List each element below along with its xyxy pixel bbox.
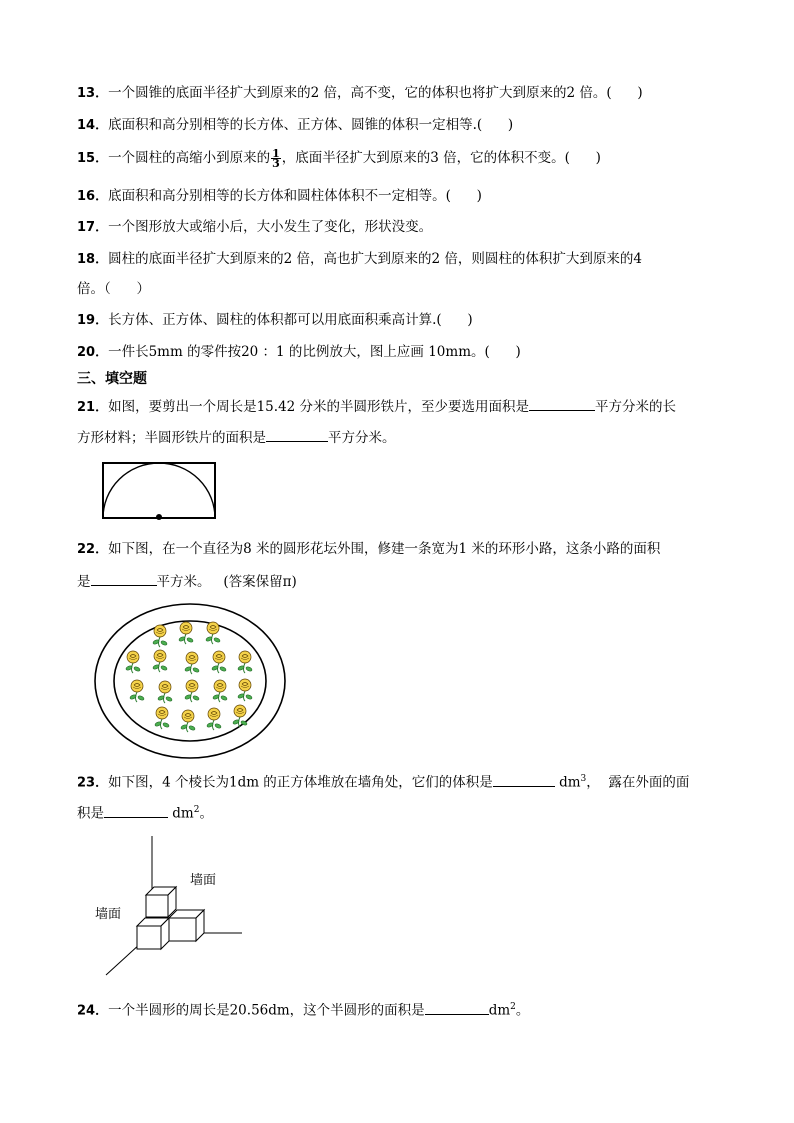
fraction-denominator: 3: [272, 157, 280, 170]
unit-exponent: 3: [580, 774, 587, 784]
semicircle-figure: [100, 461, 218, 521]
question-14: [77, 116, 513, 135]
answer-blank[interactable]: [425, 1000, 489, 1015]
question-text-b: 平方分米的长: [595, 399, 677, 415]
question-text-c: 。: [515, 1002, 530, 1019]
question-text: 长方体、正方体、圆柱的体积都可以用底面积乘高计算.( ): [108, 312, 473, 328]
flower-bed-figure: [93, 602, 287, 760]
answer-blank[interactable]: [91, 571, 157, 586]
section-heading: 三、填空题: [77, 371, 147, 387]
question-18-line2: [77, 280, 150, 298]
question-text-a: 积是: [77, 805, 104, 822]
question-number: 16．: [77, 189, 109, 204]
question-text: 底面积和高分别相等的长方体、正方体、圆锥的体积一定相等.( ): [108, 117, 514, 133]
answer-blank[interactable]: [104, 803, 168, 818]
question-22: [77, 540, 660, 559]
unit-exponent: 2: [193, 805, 200, 815]
question-number: 19．: [77, 313, 109, 328]
question-text-b: 平方分米。: [328, 430, 396, 446]
question-23: [77, 770, 689, 793]
question-13: [77, 84, 643, 103]
answer-blank[interactable]: [493, 772, 555, 787]
cube-front-face: [146, 895, 168, 917]
question-16: [77, 187, 482, 206]
question-text-a: 如下图，4 个棱长为1dm 的正方体堆放在墙角处，它们的体积是: [108, 774, 493, 791]
cube-front-face: [137, 926, 161, 949]
cubes-corner-figure: [90, 832, 250, 980]
center-dot: [156, 514, 162, 520]
question-text-a: 方形材料；半圆形铁片的面积是: [77, 430, 266, 446]
question-19: [77, 311, 473, 330]
question-text-c: 。: [199, 805, 213, 822]
question-17: [77, 218, 432, 237]
cube-front-face: [169, 918, 196, 941]
question-15: [77, 149, 601, 168]
question-text: 一件长5mm 的零件按20 ：1 的比例放大，图上应画 10mm。( ): [108, 344, 521, 360]
question-text-a: 一个圆柱的高缩小到原来的: [108, 150, 271, 166]
question-number: 17．: [77, 220, 109, 235]
question-text-b: 平方米。 (答案保留π): [156, 574, 297, 590]
question-24: [77, 998, 529, 1021]
rectangle-outline: [103, 463, 215, 518]
question-text: 一个圆锥的底面半径扩大到原来的2 倍，高不变，它的体积也将扩大到原来的2 倍。( ): [108, 85, 643, 101]
fraction-one-third: [271, 149, 281, 168]
unit: dm: [554, 774, 581, 791]
semicircle-arc: [103, 463, 215, 518]
question-number: 21．: [77, 400, 109, 415]
answer-blank[interactable]: [266, 427, 328, 442]
question-text-a: 是: [77, 574, 91, 590]
question-21-line2: [77, 427, 396, 447]
question-text-a: 如图，要剪出一个周长是15.42 分米的半圆形铁片，至少要选用面积是: [108, 399, 530, 415]
question-text-cont: 倍。（ ）: [77, 281, 150, 297]
question-text-c: ， 露在外面的面: [586, 774, 690, 791]
question-text: 一个图形放大或缩小后，大小发生了变化，形状没变。: [108, 219, 433, 235]
question-20: [77, 343, 521, 362]
unit-exponent: 2: [510, 1002, 516, 1012]
question-number: 18．: [77, 252, 109, 267]
question-number: 15．: [77, 151, 109, 166]
question-number: 20．: [77, 345, 109, 360]
wall-label-left: 墙面: [95, 907, 122, 922]
unit: dm: [488, 1002, 511, 1019]
question-22-line2: [77, 571, 297, 591]
question-18: [77, 250, 642, 269]
wall-label-top: 墙面: [190, 873, 217, 888]
unit: dm: [168, 805, 194, 822]
question-text-a: 一个半圆形的周长是20.56dm，这个半圆形的面积是: [108, 1002, 425, 1019]
question-number: 24．: [77, 1003, 109, 1019]
question-text: 如下图，在一个直径为8 米的圆形花坛外围，修建一条宽为1 米的环形小路，这条小路的面积: [108, 541, 661, 557]
question-number: 14．: [77, 118, 109, 133]
answer-blank[interactable]: [529, 396, 595, 411]
question-23-line2: [77, 801, 213, 823]
fraction-numerator: 1: [272, 147, 280, 160]
question-text-b: ，底面半径扩大到原来的3 倍，它的体积不变。( ): [281, 150, 601, 166]
question-number: 22．: [77, 542, 109, 557]
question-text: 圆柱的底面半径扩大到原来的2 倍，高也扩大到原来的2 倍，则圆柱的体积扩大到原来的4: [108, 251, 642, 267]
question-number: 13．: [77, 86, 109, 101]
question-text: 底面积和高分别相等的长方体和圆柱体体积不一定相等。( ): [108, 188, 482, 204]
question-number: 23．: [77, 775, 109, 791]
question-21: [77, 396, 676, 417]
